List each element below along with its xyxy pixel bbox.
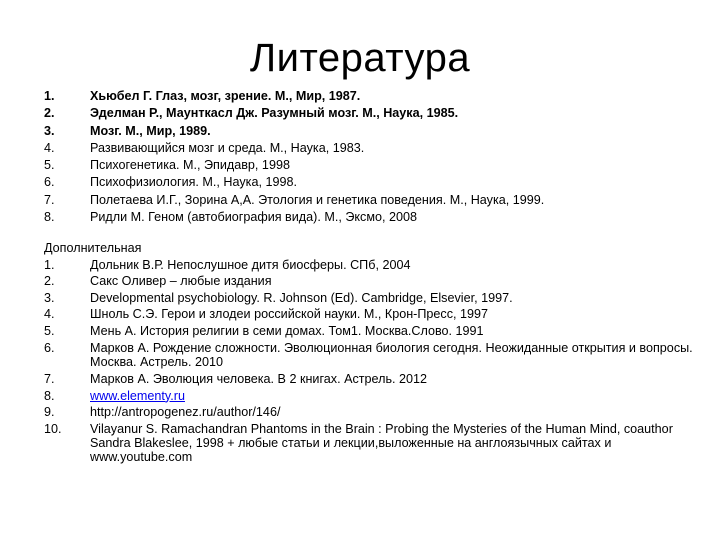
list-item-number: 3. <box>44 123 55 138</box>
list-item-number: 5. <box>44 158 55 173</box>
list-item <box>44 140 704 157</box>
list-item-text: Мозг. М., Мир, 1989. <box>90 123 211 138</box>
list-item-number: 2. <box>44 106 55 121</box>
list-item <box>44 174 704 191</box>
list-item-text: Сакс Оливер – любые издания <box>90 274 272 289</box>
list-item <box>44 273 704 290</box>
list-item-text: Психофизиология. М., Наука, 1998. <box>90 175 297 190</box>
list-item <box>44 404 704 421</box>
main-reference-list <box>44 88 704 226</box>
list-item-number: 5. <box>44 323 55 338</box>
list-item-number: 9. <box>44 405 55 420</box>
list-item-number: 6. <box>44 175 55 190</box>
additional-heading: Дополнительная <box>44 241 142 255</box>
list-item-text: Дольник В.Р. Непослушное дитя биосферы. СПб, 2004 <box>90 257 411 272</box>
list-item-text: Хьюбел Г. Глаз, мозг, зрение. М., Мир, 1987. <box>90 89 361 103</box>
list-item-number: 1. <box>44 89 55 103</box>
list-item-number: 7. <box>44 192 55 207</box>
list-item-number: 7. <box>44 371 55 386</box>
list-item-text: Ридли М. Геном (автобиография вида). М., Эксмо, 2008 <box>90 210 417 225</box>
list-item <box>44 123 704 140</box>
list-item <box>44 340 704 369</box>
list-item <box>44 157 704 174</box>
list-item-number: 8. <box>44 388 55 403</box>
list-item-text: Developmental psychobiology. R. Johnson (Ed). Cambridge, Elsevier, 1997. <box>90 290 513 305</box>
list-item-text: Полетаева И.Г., Зорина А,А. Этология и генетика поведения. М., Наука, 1999. <box>90 192 545 207</box>
list-item-text: Vilayanur S. Ramachandran Phantoms in the Brain : Probing the Mysteries of the Human Mind, coauthor Sandra Blakeslee, 1998 + любые статьи и лекции,выложенные на англоязычных сайтах и www.youtube.com <box>90 421 673 465</box>
list-item-text: Эделман Р., Маунткасл Дж. Разумный мозг. М., Наука, 1985. <box>90 106 459 121</box>
list-item-number: 2. <box>44 274 55 289</box>
antropogenez-url: http://antropogenez.ru/author/146/ <box>90 405 281 420</box>
elementy-link[interactable]: www.elementy.ru <box>90 388 185 403</box>
list-item-text: Марков А. Эволюция человека. В 2 книгах. Астрель. 2012 <box>90 371 428 386</box>
list-item-text: Развивающийся мозг и среда. М., Наука, 1983. <box>90 140 365 155</box>
list-item-text: Марков А. Рождение сложности. Эволюционная биология сегодня. Неожиданные открытия и вопросы. Москва. Астрель. 2010 <box>90 340 693 369</box>
list-item-number: 6. <box>44 340 55 355</box>
list-item <box>44 421 704 465</box>
list-item-number: 10. <box>44 421 62 436</box>
list-item <box>44 209 704 226</box>
list-item <box>44 88 704 105</box>
list-item-number: 4. <box>44 140 55 155</box>
additional-reference-list <box>44 240 704 466</box>
list-item <box>44 388 704 405</box>
list-item <box>44 192 704 209</box>
list-item <box>44 257 704 274</box>
list-item-text: Психогенетика. М., Эпидавр, 1998 <box>90 158 290 173</box>
list-item-text: Мень А. История религии в семи домах. Том1. Москва.Слово. 1991 <box>90 323 484 338</box>
slide-title: Литература <box>249 36 471 80</box>
list-item <box>44 323 704 340</box>
list-item <box>44 290 704 307</box>
list-item-number: 1. <box>44 257 55 272</box>
list-item <box>44 306 704 323</box>
list-item <box>44 105 704 122</box>
list-item <box>44 371 704 388</box>
list-item-number: 4. <box>44 307 55 322</box>
list-item-number: 3. <box>44 290 55 305</box>
list-item-number: 8. <box>44 210 55 225</box>
list-item-text: Шноль С.Э. Герои и злодеи российской науки. М., Крон-Пресс, 1997 <box>90 307 489 322</box>
